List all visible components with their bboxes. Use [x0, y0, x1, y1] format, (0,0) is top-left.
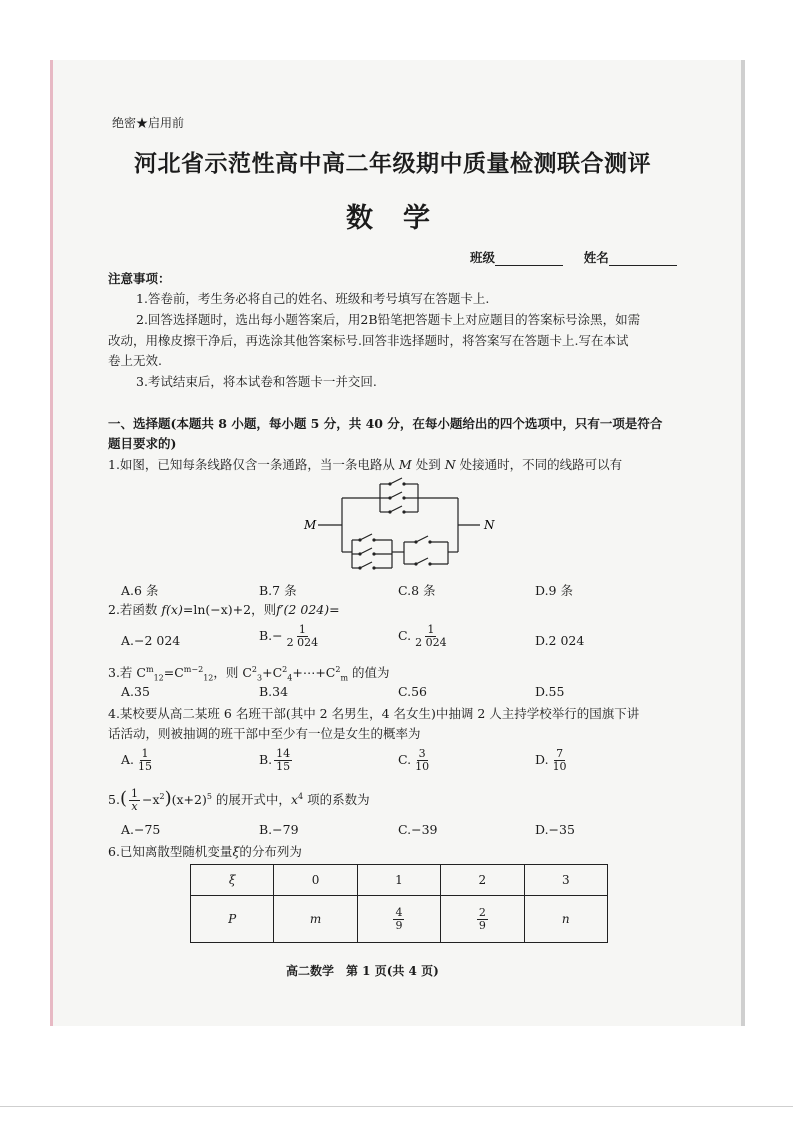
q4-option-b[interactable]: B. $\frac{14}{15}$	[259, 747, 291, 773]
q2-option-b[interactable]: B.− $\frac{1}{2 024}$	[259, 623, 319, 649]
page-footer: 高二数学 第 1 页(共 4 页)	[286, 964, 439, 978]
section-heading-line1: 一、选择题(本题共 8 小题，每小题 5 分，共 40 分，在每小题给出的四个选项中，只有一项是符合	[108, 416, 663, 431]
confidential-mark: 绝密★启用前	[112, 116, 185, 130]
subject-title: 数学	[346, 203, 460, 234]
q3-option-d[interactable]: D.55	[535, 684, 565, 699]
exam-title: 河北省示范性高中高二年级期中质量检测联合测评	[134, 150, 651, 177]
q5-option-d[interactable]: D.−35	[535, 822, 575, 837]
table-cell: 2	[441, 865, 524, 896]
paper-edge	[741, 60, 745, 1026]
note-item-2: 2.回答选择题时，选出每小题答案后，用2B铅笔把答题卡上对应题目的答案标号涂黑，如需	[136, 312, 641, 327]
section-heading-line2: 题目要求的)	[108, 436, 177, 451]
question-5-stem: 5.( $\frac{1}{x}$ $-x^2)(x+2)^5$ 的展开式中，$x^4$ 项的系数为	[108, 787, 370, 813]
class-name-fields	[470, 248, 677, 266]
q3-option-c[interactable]: C.56	[398, 684, 427, 699]
table-cell: 0	[274, 865, 357, 896]
question-4-line1: 4.某校要从高二某班 6 名班干部(其中 2 名男生，4 名女生)中抽调 2 人主持学校举行的国旗下讲	[108, 706, 640, 721]
q5-option-c[interactable]: C.−39	[398, 822, 438, 837]
table-cell: ξ	[191, 865, 274, 896]
circuit-diagram	[300, 468, 510, 580]
q4-option-c[interactable]: C. $\frac{3}{10}$	[398, 747, 430, 773]
distribution-table	[190, 864, 608, 943]
q1-option-a[interactable]: A.6 条	[121, 583, 159, 598]
table-cell: n	[524, 896, 607, 943]
q4-option-a[interactable]: A. $\frac{1}{15}$	[121, 747, 153, 773]
table-row	[191, 865, 608, 896]
note-item-2-end: 卷上无效.	[108, 353, 162, 368]
note-item-1: 1.答卷前，考生务必将自己的姓名、班级和考号填写在答题卡上.	[136, 291, 490, 306]
q2-option-c[interactable]: C. $\frac{1}{2 024}$	[398, 623, 447, 649]
table-cell: $\frac{4}{9}$	[357, 896, 440, 943]
table-cell: m	[274, 896, 357, 943]
class-label: 班级	[470, 250, 496, 265]
table-cell: P	[191, 896, 274, 943]
q1-option-c[interactable]: C.8 条	[398, 583, 436, 598]
table-cell: $\frac{2}{9}$	[441, 896, 524, 943]
question-1-stem: 1.如图，已知每条线路仅含一条通路，当一条电路从 M 处到 N 处接通时，不同的线路可以有	[108, 457, 623, 472]
note-item-3: 3.考试结束后，将本试卷和答题卡一并交回.	[136, 374, 377, 389]
q2-option-a[interactable]: A.−2 024	[121, 633, 181, 648]
q5-option-a[interactable]: A.−75	[121, 822, 161, 837]
circuit-label-n: N	[484, 518, 495, 532]
section-heading	[108, 414, 690, 454]
name-blank[interactable]	[609, 253, 677, 266]
bottom-divider	[0, 1106, 793, 1107]
q3-option-b[interactable]: B.34	[259, 684, 289, 699]
question-3-stem: 3.若 $C^m_{12}=C^{m-2}_{12}$，则 $C^2_3+C^2_4+\cdots+C^2_m$ 的值为	[108, 665, 390, 683]
class-blank[interactable]	[495, 253, 563, 266]
q2-option-d[interactable]: D.2 024	[535, 633, 585, 648]
table-cell: 1	[357, 865, 440, 896]
table-row	[191, 896, 608, 943]
question-6-stem: 6.已知离散型随机变量ξ的分布列为	[108, 844, 302, 859]
name-label: 姓名	[583, 250, 609, 265]
table-cell: 3	[524, 865, 607, 896]
question-2-stem: 2.若函数 f(x)=ln(−x)+2，则f′(2 024)=	[108, 602, 340, 617]
q5-option-b[interactable]: B.−79	[259, 822, 299, 837]
question-4-line2: 话活动，则被抽调的班干部中至少有一位是女生的概率为	[108, 726, 421, 741]
note-item-2-cont: 改动，用橡皮擦干净后，再选涂其他答案标号.回答非选择题时，将答案写在答题卡上.写在本试	[108, 333, 629, 348]
q3-option-a[interactable]: A.35	[121, 684, 150, 699]
notes-heading: 注意事项：	[108, 271, 171, 286]
circuit-label-m: M	[304, 518, 317, 532]
q1-option-d[interactable]: D.9 条	[535, 583, 573, 598]
q1-option-b[interactable]: B.7 条	[259, 583, 297, 598]
q4-option-d[interactable]: D. $\frac{7}{10}$	[535, 747, 567, 773]
